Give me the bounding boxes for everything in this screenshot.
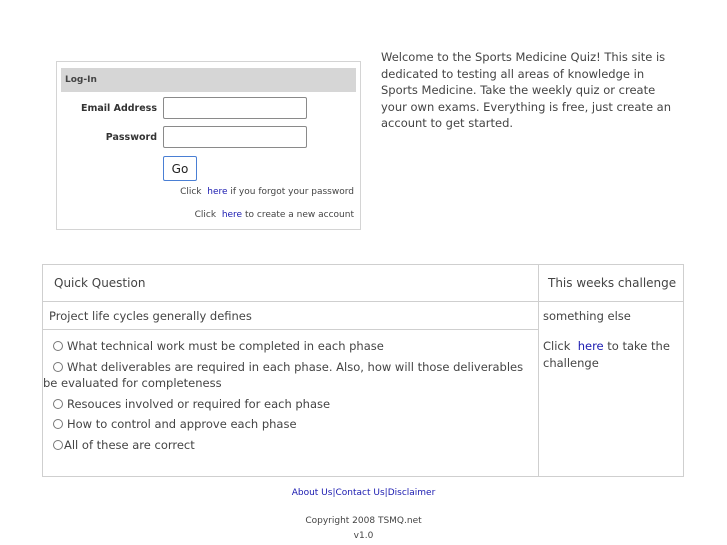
- take-challenge-link[interactable]: here: [577, 339, 604, 353]
- password-label: Password: [105, 132, 157, 143]
- copyright: Copyright 2008 TSMQ.net: [305, 516, 422, 526]
- create-account-link[interactable]: here: [221, 210, 243, 220]
- challenge-name: something else: [543, 309, 631, 323]
- forgot-suffix: if you forgot your password: [230, 187, 354, 197]
- login-panel: [56, 61, 361, 230]
- weekly-challenge-header: This weeks challenge: [548, 276, 677, 290]
- radio-button[interactable]: [53, 440, 63, 450]
- answer-option[interactable]: How to control and approve each phase: [53, 416, 533, 433]
- email-label: Email Address: [80, 103, 157, 114]
- answer-option[interactable]: What deliverables are required in each phase. Also, how will those deliverables be evaluated for completeness: [43, 359, 524, 390]
- version: v1.0: [353, 531, 374, 541]
- header-divider: [43, 301, 683, 302]
- login-header: Log-In: [61, 68, 356, 92]
- challenge-link-line: Click here to take the challenge: [543, 339, 670, 370]
- answer-option[interactable]: Resouces involved or required for each phase: [53, 396, 533, 413]
- answer-options: [43, 338, 533, 457]
- about-us-link[interactable]: About Us: [291, 488, 333, 498]
- password-field[interactable]: [163, 126, 307, 148]
- quick-question-header: Quick Question: [54, 276, 146, 290]
- radio-button[interactable]: [53, 341, 63, 351]
- question-divider: [43, 329, 538, 330]
- question-text: Project life cycles generally defines: [49, 309, 252, 323]
- radio-button[interactable]: [53, 419, 63, 429]
- disclaimer-link[interactable]: Disclaimer: [387, 488, 436, 498]
- forgot-password-line: [180, 187, 354, 197]
- welcome-text: Welcome to the Sports Medicine Quiz! This site is dedicated to testing all areas of knowledge in Sports Medicine. Take the weekly quiz or create your own exams. Everything is free, just create an account to get started.: [381, 50, 672, 130]
- forgot-prefix: Click: [180, 187, 202, 197]
- create-prefix: Click: [194, 210, 217, 220]
- quiz-table: [42, 264, 684, 477]
- radio-button[interactable]: [53, 362, 63, 372]
- column-divider: [538, 265, 539, 476]
- footer-links: [0, 488, 727, 498]
- email-field[interactable]: [163, 97, 307, 119]
- forgot-password-link[interactable]: here: [207, 187, 228, 197]
- create-account-line: [195, 210, 354, 220]
- separator: |: [384, 488, 388, 498]
- radio-button[interactable]: [53, 399, 63, 409]
- answer-option[interactable]: All of these are correct: [53, 437, 533, 454]
- go-button[interactable]: Go: [163, 156, 197, 181]
- contact-us-link[interactable]: Contact Us: [335, 488, 385, 498]
- create-suffix: to create a new account: [244, 210, 354, 220]
- separator: |: [332, 488, 336, 498]
- answer-option[interactable]: What technical work must be completed in each phase: [53, 338, 533, 355]
